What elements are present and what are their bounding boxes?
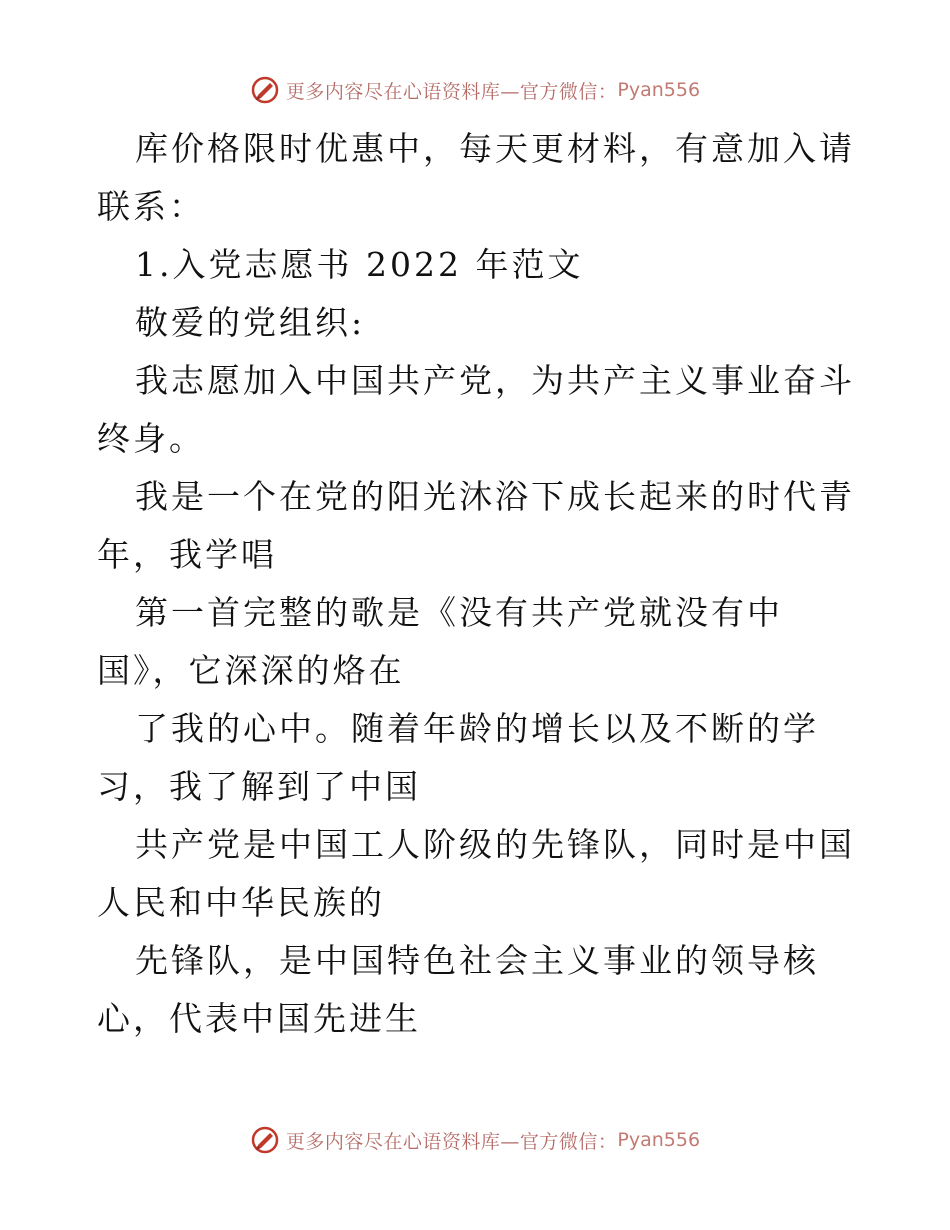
paragraph: 第一首完整的歌是《没有共产党就没有中国》，它深深的烙在 [97, 593, 783, 690]
document-heading: 1.入党志愿书 2022 年范文 [135, 245, 584, 284]
paragraph: 我志愿加入中国共产党，为共产主义事业奋斗终身。 [97, 361, 855, 458]
salutation: 敬爱的党组织: [135, 303, 366, 342]
header-watermark [0, 70, 950, 110]
pen-logo-icon [250, 1125, 280, 1155]
footer-watermark [0, 1120, 950, 1160]
paragraph: 我是一个在党的阳光沐浴下成长起来的时代青年，我学唱 [97, 477, 855, 574]
watermark-wechat-id: Pyan556 [617, 1129, 701, 1151]
paragraph: 了我的心中。随着年龄的增长以及不断的学习，我了解到了中国 [97, 709, 819, 806]
document-body [97, 120, 857, 1048]
pen-logo-icon [250, 75, 280, 105]
watermark-wechat-id: Pyan556 [617, 79, 701, 101]
watermark-text: 更多内容尽在心语资料库—官方微信： [285, 80, 618, 103]
watermark-text: 更多内容尽在心语资料库—官方微信： [285, 1130, 618, 1153]
paragraph: 库价格限时优惠中，每天更材料，有意加入请联系： [97, 129, 855, 226]
paragraph: 共产党是中国工人阶级的先锋队，同时是中国人民和中华民族的 [97, 825, 855, 922]
paragraph: 先锋队，是中国特色社会主义事业的领导核心，代表中国先进生 [97, 941, 819, 1038]
